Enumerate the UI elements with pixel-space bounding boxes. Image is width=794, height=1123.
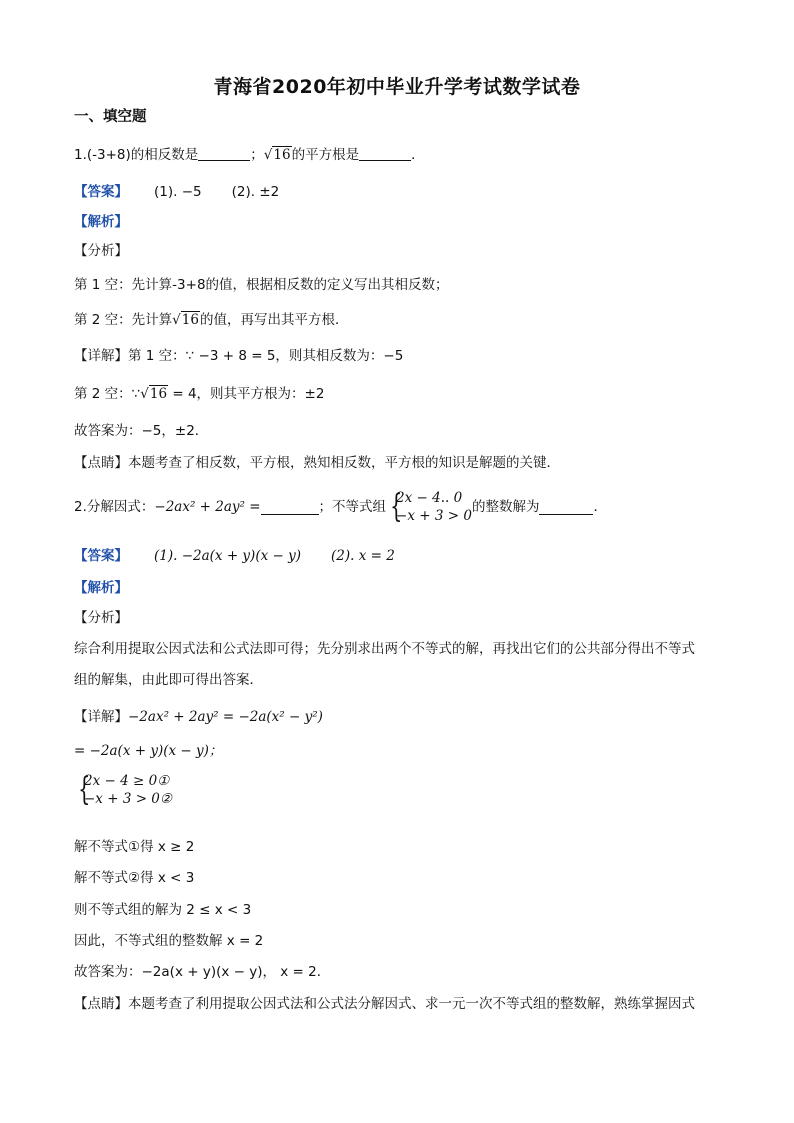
dianjing-2-text: 本题考查了利用提取公因式法和公式法分解因式、求一元一次不等式组的整数解，熟练掌握因式 <box>128 996 695 1012</box>
solve-line-3: 则不等式组的解为 2 ≤ x < 3 <box>74 902 252 918</box>
answer-1-part-2: (2). ±2 <box>231 184 280 200</box>
q1-mid: 的平方根是 <box>291 147 360 163</box>
q2-row-2: −x + 3 > 0 <box>396 508 472 524</box>
fenxi-line-1: 第 1 空：先计算-3+8的值，根据相反数的定义写出其相反数； <box>74 277 449 293</box>
detail2-line-2: = −2a(x + y)(x − y)； <box>74 743 223 759</box>
answer-2-part-1: (1). −2a(x + y)(x − y) <box>154 548 301 564</box>
d2-pre: 第 2 空：∵ <box>74 386 141 402</box>
fenxi2-line-1: 综合利用提取公因式法和公式法即可得；先分别求出两个不等式的解，再找出它们的公共部分得出不等式 <box>74 641 695 657</box>
q2-mid: ；不等式组 <box>318 499 387 515</box>
f2-radicand: 16 <box>181 312 199 328</box>
detail2-tag: 【详解】 <box>74 709 128 725</box>
q1-end: ． <box>411 147 425 163</box>
answer-1 <box>74 183 279 201</box>
q2-post: 的整数解为 <box>471 499 540 515</box>
question-1 <box>74 146 425 164</box>
q2-brace: { <box>390 487 403 525</box>
dianjing-tag: 【点睛】 <box>74 455 128 471</box>
answer-2 <box>74 547 395 565</box>
fenxi2-line-2: 组的解集，由此即可得出答案． <box>74 672 263 688</box>
dianjing-text-1: 本题考查了相反数，平方根，熟知相反数，平方根的知识是解题的关键． <box>128 455 560 471</box>
q1-prefix: 1.(-3+8)的相反数是 <box>74 147 199 163</box>
q2-end: ． <box>593 499 607 515</box>
q2-blank-1 <box>261 500 319 515</box>
q1-blank-2 <box>359 146 411 161</box>
q1-blank-1 <box>198 146 250 161</box>
answer-2-part-2: (2). x = 2 <box>331 548 395 564</box>
f2-pre: 第 2 空：先计算 <box>74 312 173 328</box>
detail2-line-1 <box>74 708 323 726</box>
jiexi-tag-2: 【解析】 <box>74 580 128 596</box>
system-2-row-1: 2x − 4 ≥ 0① <box>84 773 170 789</box>
q2-expr: −2ax² + 2ay² = <box>154 499 261 515</box>
answer-tag: 【答案】 <box>74 184 128 200</box>
solve-line-2: 解不等式②得 x < 3 <box>74 870 195 886</box>
system-2-brace: { <box>78 770 91 808</box>
jiexi-tag: 【解析】 <box>74 214 128 230</box>
q2-blank-2 <box>539 500 593 515</box>
f2-post: 的值，再写出其平方根． <box>199 312 349 328</box>
answer-2-tag: 【答案】 <box>74 548 128 564</box>
fenxi-tag-2: 【分析】 <box>74 610 128 626</box>
fenxi-line-2 <box>74 311 348 329</box>
q1-sqrt: √16 <box>263 147 291 163</box>
q2-system <box>386 489 472 525</box>
dianjing-1 <box>74 454 560 472</box>
d2-radicand: 16 <box>149 386 168 402</box>
q2-row-1: 2x − 4.. 0 <box>396 490 463 506</box>
detail-line-1 <box>74 347 403 365</box>
section-heading: 一、填空题 <box>74 109 147 125</box>
detail-line-2 <box>74 385 324 403</box>
question-2 <box>74 489 607 529</box>
detail-text-1: 第 1 空：∵ −3 + 8 = 5，则其相反数为：−5 <box>128 348 404 364</box>
page-title: 青海省2020年初中毕业升学考试数学试卷 <box>213 76 581 98</box>
solve-line-5: 故答案为：−2a(x + y)(x − y)， x = 2． <box>74 964 331 980</box>
q2-prefix: 2.分解因式： <box>74 499 155 515</box>
d2-post: = 4，则其平方根为：±2 <box>172 386 325 402</box>
detail2-text-1: −2ax² + 2ay² = −2a(x² − y²) <box>128 709 323 725</box>
q1-separator: ； <box>250 147 264 163</box>
system-2 <box>74 772 172 808</box>
d2-sqrt: √16 <box>140 386 168 402</box>
f2-sqrt: √16 <box>172 312 199 328</box>
dianjing-2 <box>74 995 695 1013</box>
solve-line-4: 因此，不等式组的整数解 x = 2 <box>74 933 264 949</box>
inequality-system <box>74 772 172 812</box>
system-2-row-2: −x + 3 > 0② <box>84 791 172 807</box>
q1-radicand: 16 <box>273 147 291 163</box>
dianjing-2-tag: 【点睛】 <box>74 996 128 1012</box>
answer-1-part-1: (1). −5 <box>154 184 202 200</box>
solve-line-1: 解不等式①得 x ≥ 2 <box>74 839 195 855</box>
detail-tag: 【详解】 <box>74 348 128 364</box>
fenxi-tag: 【分析】 <box>74 243 128 259</box>
detail-line-3: 故答案为：−5，±2． <box>74 423 209 439</box>
